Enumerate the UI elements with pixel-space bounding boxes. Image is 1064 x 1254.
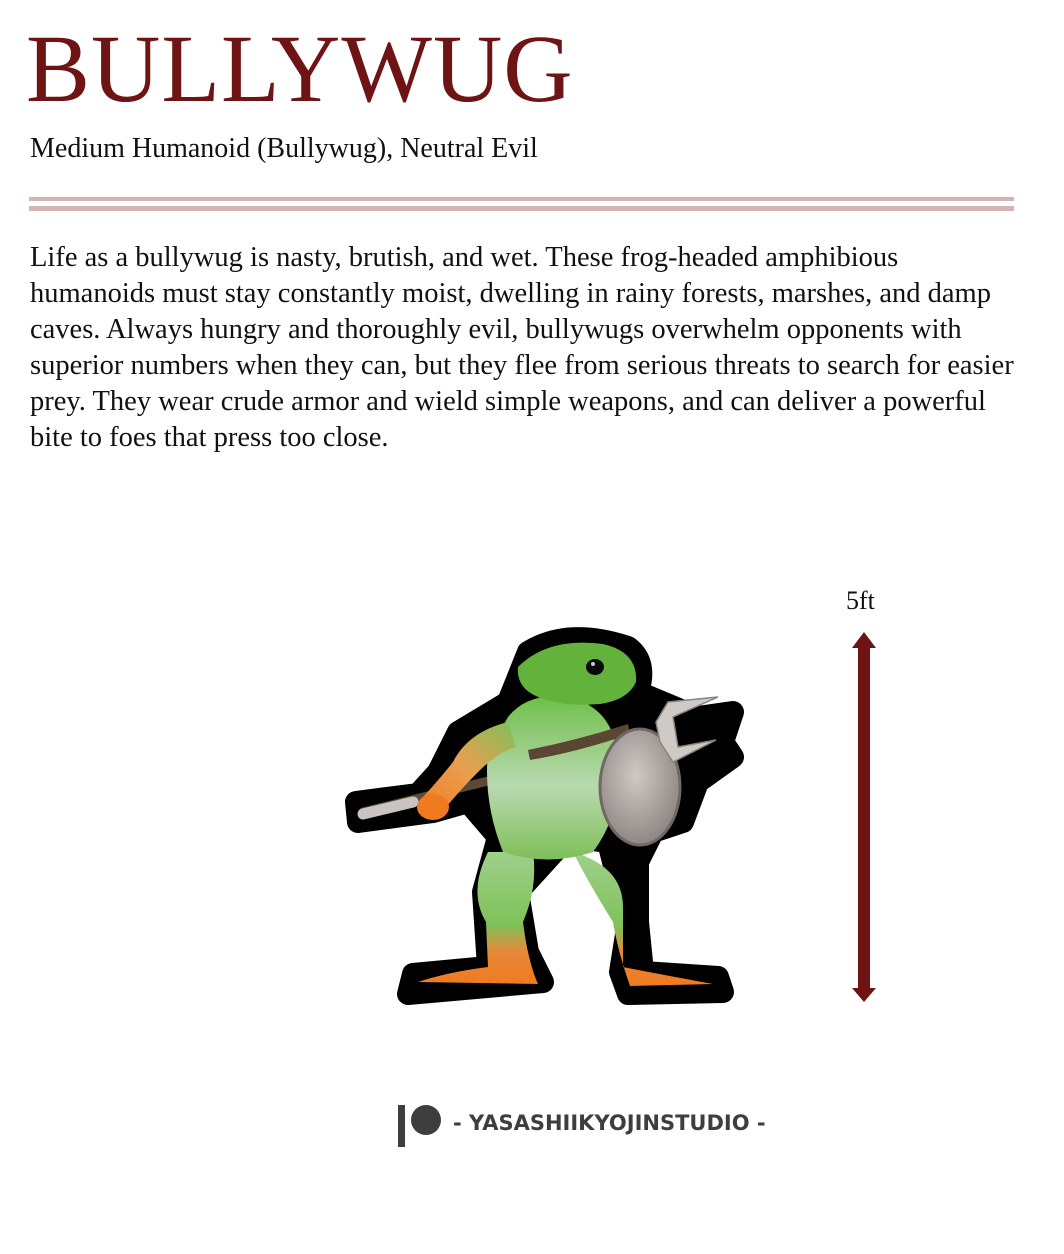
height-scale-label: 5ft [846, 586, 875, 615]
creature-name: BULLYWUG [26, 15, 574, 122]
patreon-icon-bar [398, 1105, 405, 1147]
creature-description: Life as a bullywug is nasty, brutish, and wet. These frog-headed amphibious humanoids must stay constantly moist, dwelling in rainy forests, marshes, and damp caves. Always hungry and thoroughly evil, bullywugs overwhelm opponents with superior numbers when they can, but they flee from serious threats to search for easier prey. They wear crude armor and wield simple weapons, and can deliver a powerful bite to foes that press too close. [30, 242, 1014, 453]
divider-line-bottom [29, 206, 1014, 211]
creature-type-alignment: Medium Humanoid (Bullywug), Neutral Evil [30, 133, 538, 164]
patreon-icon [411, 1105, 441, 1135]
studio-credit [398, 1104, 766, 1148]
creature-illustration [338, 622, 758, 1014]
studio-credit-text: - YASASHIIKYOJINSTUDIO - [453, 1111, 766, 1135]
height-scale-arrow [848, 632, 880, 1004]
divider-line-top [29, 197, 1014, 201]
